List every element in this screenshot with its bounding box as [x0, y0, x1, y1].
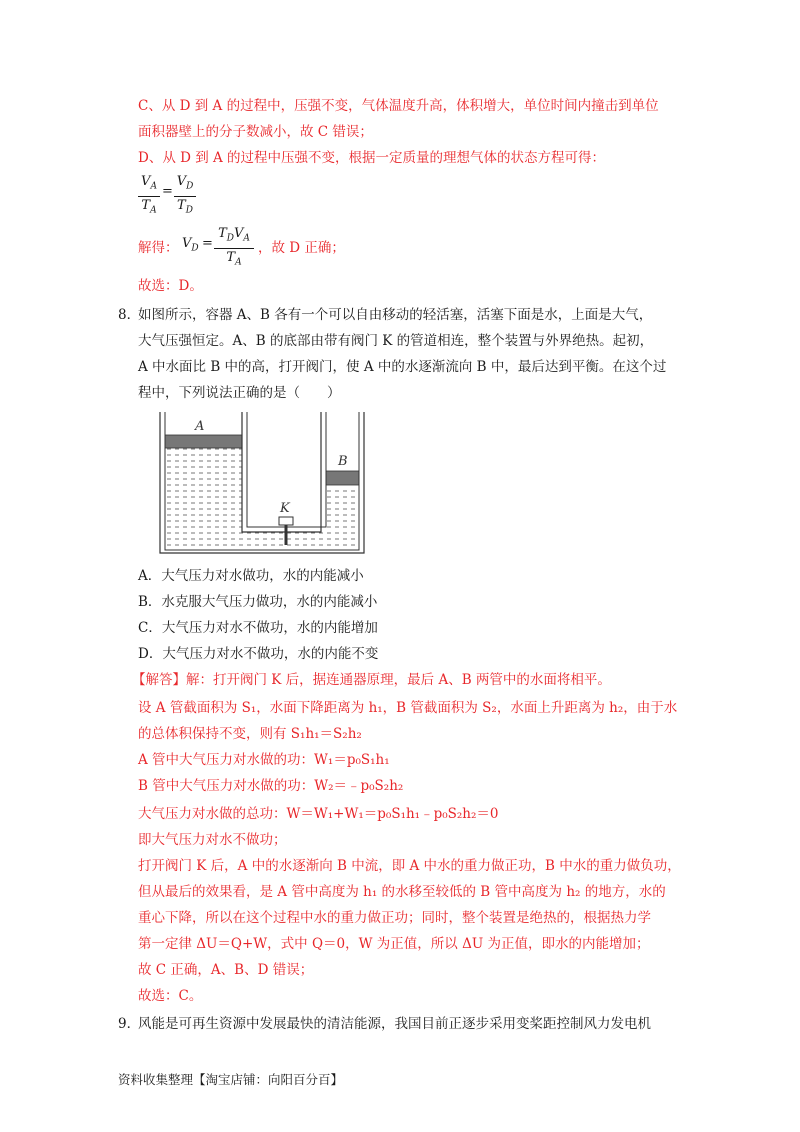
label-b: B — [338, 454, 348, 469]
option-c-analysis-line1: C、从 D 到 A 的过程中，压强不变，气体温度升高，体积增大，单位时间内撞击到单位 — [138, 98, 659, 114]
answer-line-5: 大气压力对水做的总功：W＝W₁+W₁＝p₀S₁h₁﹣p₀S₂h₂＝0 — [138, 806, 499, 822]
option-b: B．水克服大气压力做功，水的内能减小 — [138, 594, 378, 610]
answer-line-8: 但从最后的效果看，是 A 管中高度为 h₁ 的水移至较低的 B 管中高度为 h₂ 的地方，水的 — [138, 884, 666, 900]
answer-line-4: B 管中大气压力对水做的功：W₂＝﹣p₀S₂h₂ — [138, 778, 404, 794]
question-8-number: 8． — [118, 307, 141, 323]
answer-line-11: 故 C 正确，A、B、D 错误； — [138, 962, 314, 978]
answer-head-text: 解：打开阀门 K 后，据连通器原理，最后 A、B 两管中的水面将相平。 — [186, 672, 611, 688]
piston-a — [165, 435, 242, 448]
eq2-den-sub: A — [235, 257, 242, 268]
option-d-analysis-line1: D、从 D 到 A 的过程中压强不变，根据一定质量的理想气体的状态方程可得： — [138, 150, 606, 166]
equation-solve: 解得： $V_D$ = $T_DV_A$ $T_A$ ，故 D 正确； — [138, 226, 345, 268]
eq2-num-t-sub: D — [226, 233, 234, 244]
answer-line-9: 重心下降，所以在这个过程中水的重力做正功；同时，整个装置是绝热的，根据热力学 — [138, 910, 651, 926]
answer-line-10: 第一定律 ΔU＝Q+W，式中 Q＝0，W 为正值，所以 ΔU 为正值，即水的内能增加； — [138, 936, 650, 952]
eq2-num-v: V — [234, 226, 244, 241]
option-d: D．大气压力对水不做功，水的内能不变 — [138, 646, 379, 662]
water-pipe — [242, 532, 326, 550]
answer-line-3: A 管中大气压力对水做的功：W₁＝p₀S₁h₁ — [138, 752, 390, 768]
question-8-line2: 大气压强恒定。A、B 的底部由带有阀门 K 的管道相连，整个装置与外界绝热。起初， — [138, 333, 654, 349]
eq2-lhs: V — [182, 236, 192, 251]
answer-line-6: 即大气压力对水不做功； — [138, 832, 287, 848]
eq1-lhs-den-sub: A — [150, 205, 157, 216]
eq2-num-t: T — [218, 226, 227, 241]
answer-bracket: 【解答】 — [132, 672, 186, 688]
eq2-lhs-sub: D — [191, 243, 199, 254]
eq1-lhs-num-sub: A — [150, 181, 157, 192]
eq1-rhs-den-sub: D — [185, 205, 193, 216]
label-k: K — [280, 501, 290, 516]
answer-line-1: 设 A 管截面积为 S₁，水面下降距离为 h₁，B 管截面积为 S₂，水面上升距离为 h₂，由于水 — [138, 700, 678, 716]
label-a: A — [195, 419, 205, 434]
container-diagram — [150, 410, 380, 558]
question-8-line3: A 中水面比 B 中的高，打开阀门，使 A 中的水逐渐流向 B 中，最后达到平衡。在这个过 — [138, 359, 667, 375]
eq1-rhs-num-sub: D — [186, 181, 194, 192]
eq2-num-v-sub: A — [243, 233, 250, 244]
eq1-lhs-den: T — [141, 197, 151, 213]
option-a: A．大气压力对水做功，水的内能减小 — [138, 568, 364, 584]
eq1-lhs-num: V — [141, 174, 151, 189]
question-9-line1: 风能是可再生资源中发展最快的清洁能源，我国目前正逐步采用变桨距控制风力发电机 — [138, 1016, 651, 1032]
answer-header — [132, 670, 611, 690]
answer-line-7: 打开阀门 K 后，A 中的水逐渐向 B 中流，即 A 中水的重力做正功，B 中水的重力做负功， — [138, 858, 681, 874]
eq1-rhs-den: T — [177, 197, 186, 213]
answer-line-12: 故选：C。 — [138, 988, 203, 1004]
question-8-line1: 如图所示，容器 A、B 各有一个可以自由移动的轻活塞，活塞下面是水，上面是大气， — [138, 307, 653, 323]
answer-line-2: 的总体积保持不变，则有 S₁h₁＝S₂h₂ — [138, 726, 362, 742]
question-9-number: 9． — [118, 1016, 141, 1032]
water-a — [165, 448, 242, 550]
piston-b — [326, 471, 359, 485]
solve-tail: ，故 D 正确； — [258, 240, 345, 256]
option-c: C．大气压力对水不做功，水的内能增加 — [138, 620, 378, 636]
question-8-line4: 程中，下列说法正确的是（ ） — [138, 385, 341, 401]
water-b — [326, 486, 359, 550]
option-c-analysis-line2: 面积器壁上的分子数减小，故 C 错误； — [138, 124, 373, 140]
choose-d: 故选：D。 — [138, 278, 203, 294]
eq1-rhs-num: V — [176, 174, 187, 189]
eq2-den: T — [226, 249, 236, 265]
footer-source: 资料收集整理【淘宝店铺：向阳百分百】 — [118, 1072, 344, 1087]
valve-k — [279, 517, 293, 525]
solve-label: 解得： — [138, 240, 179, 256]
